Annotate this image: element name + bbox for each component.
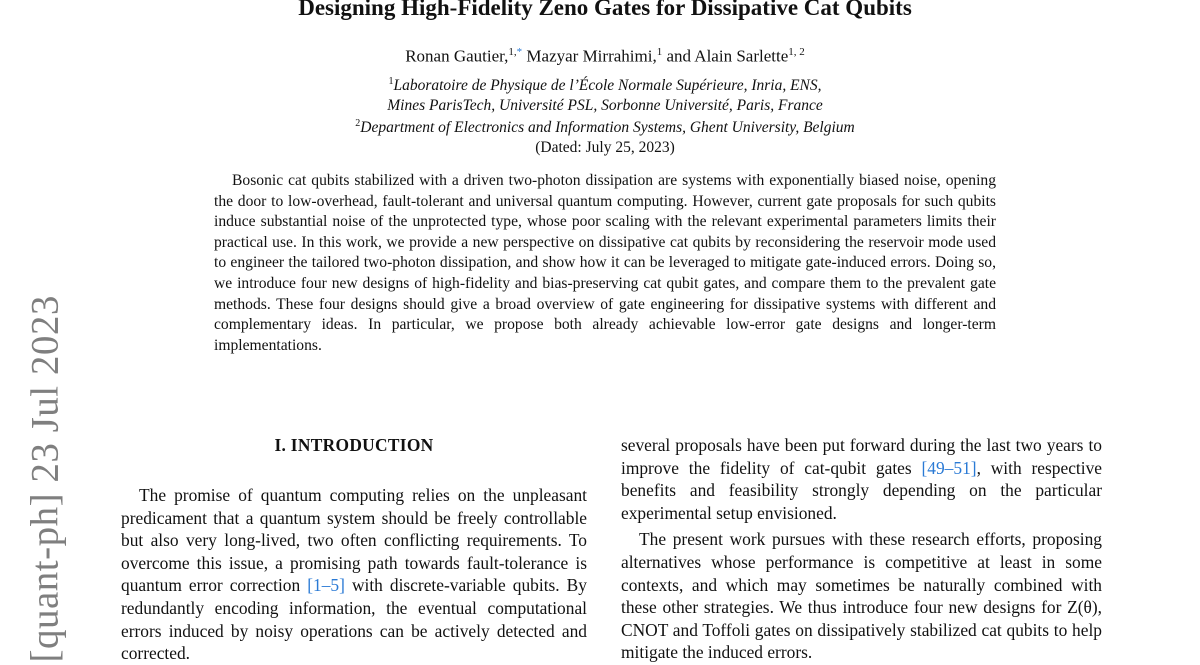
right-paragraph-2: The present work pursues with these research efforts, proposing alternatives whose performance is competitive at least in some contexts, and which may sometimes be naturally combined with these other strategies. We thus introduce four new designs for Z(θ), CNOT and Toffoli gates on dissipatively stabilized cat qubits to help mitigate the induced errors. [621, 529, 1102, 663]
intro-p1-text-b: with discrete-variable qubits. By redundantly encoding information, the eventual computational errors induced by noisy operations can be actively detected and corrected. [121, 575, 587, 664]
author-3: and Alain Sarlette [666, 46, 789, 66]
right-column [621, 434, 1102, 664]
right-paragraph-1 [621, 434, 1102, 524]
right-p1-text-b: , with respective benefits and feasibility strongly depending on the particular experimental setup envisioned. [621, 457, 1102, 523]
author-3-affil-mark: 1, 2 [788, 46, 805, 58]
citation-link-1-5[interactable]: [1–5] [307, 575, 345, 596]
affiliation-2 [0, 118, 1200, 137]
affiliation-1-line-1 [0, 76, 1200, 95]
arxiv-watermark: [quant-ph] 23 Jul 2023 [23, 295, 67, 663]
affiliation-1-line-2: Mines ParisTech, Université PSL, Sorbonne Université, Paris, France [387, 97, 823, 114]
author-2: Mazyar Mirrahimi, [526, 46, 657, 66]
citation-link-49-51[interactable]: [49–51] [921, 457, 977, 478]
intro-p1-text-a: The promise of quantum computing relies on the unpleasant predicament that a quantum system should be freely controllable but also very long-lived, two often conflicting requirements. To overcome this issue, a promising path towards fault-tolerance is quantum error correction [121, 485, 587, 596]
left-column [121, 484, 587, 665]
section-heading-introduction: I. INTRODUCTION [274, 435, 434, 455]
paper-title: Designing High-Fidelity Zeno Gates for Dissipative Cat Qubits [298, 0, 912, 20]
affiliation-1-text: Laboratoire de Physique de l’École Normale Supérieure, Inria, ENS, [393, 77, 822, 95]
intro-paragraph-1 [121, 484, 587, 665]
affiliation-2-text: Department of Electronics and Information Systems, Ghent University, Belgium [360, 119, 855, 137]
date-line: (Dated: July 25, 2023) [535, 139, 675, 156]
affiliation-1-mark: 1 [388, 76, 394, 87]
author-1: Ronan Gautier, [405, 46, 509, 66]
affiliation-2-mark: 2 [355, 118, 361, 129]
author-1-affil-mark: 1, [508, 46, 517, 58]
author-list [0, 46, 1200, 67]
corresponding-author-link[interactable]: * [516, 46, 523, 58]
right-p1-text-a: several proposals have been put forward during the last two years to improve the fidelity of cat-qubit gates [621, 435, 1102, 478]
abstract: Bosonic cat qubits stabilized with a driven two-photon dissipation are systems with exponentially biased noise, opening the door to low-overhead, fault-tolerant and universal quantum computing. However, current gate proposals for such qubits induce substantial noise of the unprotected type, whose poor scaling with the relevant experimental parameters limits their practical use. In this work, we provide a new perspective on dissipative cat qubits by reconsidering the reservoir mode used to engineer the tailored two-photon dissipation, and show how it can be leveraged to mitigate gate-induced errors. Doing so, we introduce four new designs of high-fidelity and bias-preserving cat qubit gates, and compare them to the prevalent gate methods. These four designs should give a broad overview of gate engineering for dissipative systems with different and complementary ideas. In particular, we propose both already achievable low-error gate designs and longer-term implementations. [214, 172, 996, 354]
author-2-affil-mark: 1 [656, 46, 663, 58]
